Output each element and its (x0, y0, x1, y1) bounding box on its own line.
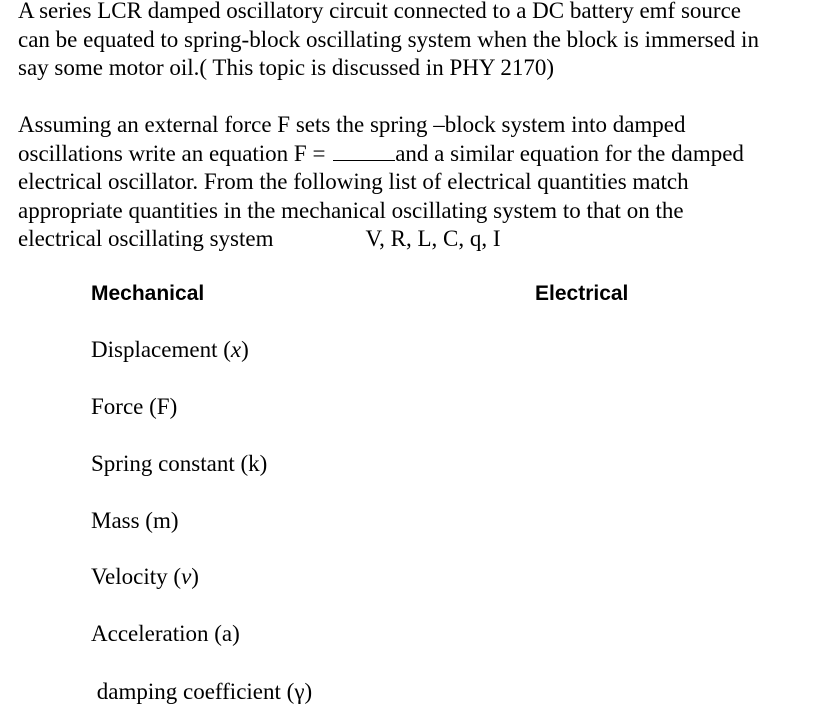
electrical-quantities-list: V, R, L, C, q, I (365, 226, 501, 251)
row-displacement: Displacement (x) (91, 337, 249, 362)
intro-paragraph (18, 0, 833, 83)
row-damping-coefficient: damping coefficient (γ) (91, 679, 313, 704)
row-mass: Mass (m) (91, 508, 179, 533)
question-line-1: Assuming an external force F sets the spring –block system into damped (18, 112, 686, 137)
question-line-3: electrical oscillator. From the following list of electrical quantities match (18, 169, 689, 194)
row-spring-constant: Spring constant (k) (91, 451, 268, 476)
question-paragraph (18, 111, 833, 254)
row-velocity: Velocity (v) (91, 564, 199, 589)
question-line-2 (18, 140, 833, 169)
intro-line-3: say some motor oil.( This topic is discussed in PHY 2170) (18, 55, 555, 80)
question-line-2-end: and a similar equation for the damped (395, 140, 744, 166)
row-acceleration: Acceleration (a) (91, 621, 240, 646)
electrical-header: Electrical (535, 282, 629, 305)
question-line-2-start: oscillations write an equation F = (18, 140, 332, 166)
question-line-4: appropriate quantities in the mechanical oscillating system to that on the (18, 197, 684, 223)
question-line-5 (18, 225, 833, 254)
intro-line-1: A series LCR damped oscillatory circuit connected to a DC battery emf source (18, 0, 741, 23)
answer-blank (333, 141, 395, 161)
question-line-5-start: electrical oscillating system (18, 226, 274, 251)
mechanical-header: Mechanical (91, 282, 205, 305)
row-force: Force (F) (91, 394, 178, 419)
intro-line-2: can be equated to spring-block oscillating system when the block is immersed in (18, 26, 759, 52)
